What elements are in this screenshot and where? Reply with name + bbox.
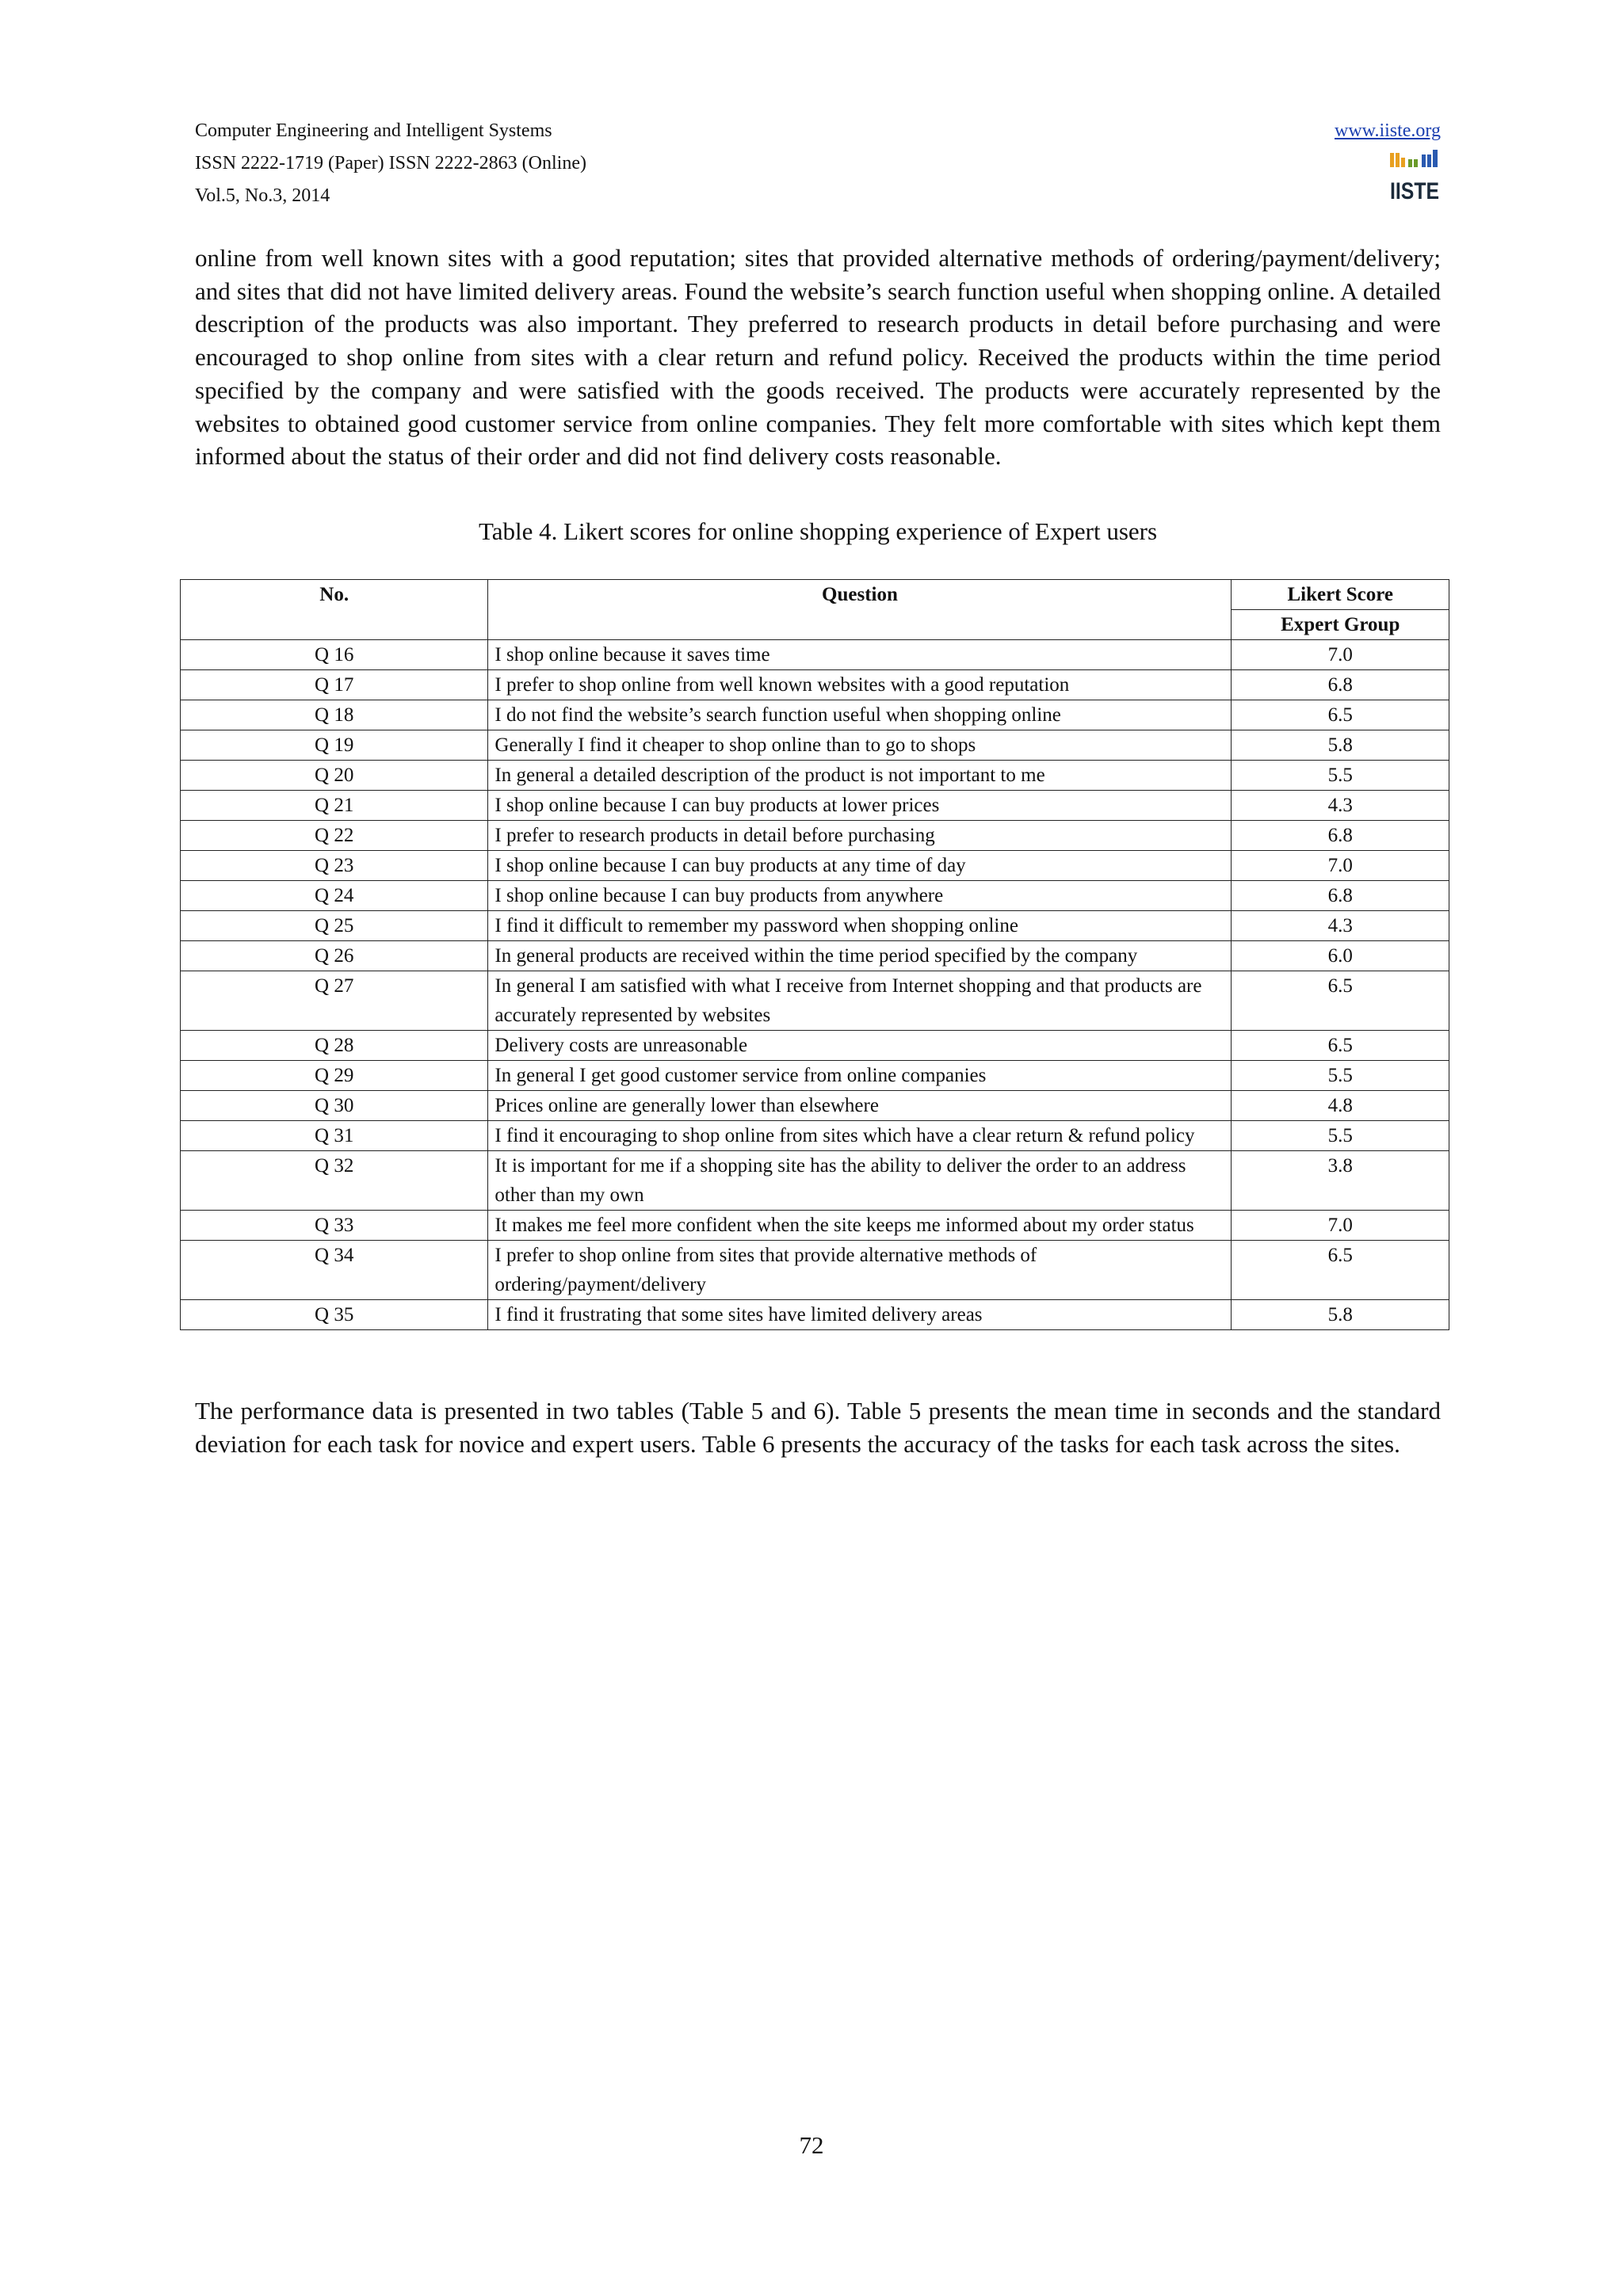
body-paragraph-2: The performance data is presented in two tables (Table 5 and 6). Table 5 presents the mean time in seconds and the standard deviation for each task for novice and expert users. Table 6 presents the accuracy of the tasks for each task across the sites. [195,1397,1441,1458]
volume-line: Vol.5, No.3, 2014 [195,185,330,206]
question-number: Q 28 [181,1031,488,1061]
question-text: It is important for me if a shopping site has the ability to deliver the order to an address other than my own [488,1151,1232,1211]
likert-table [180,579,1449,1330]
question-text: I shop online because I can buy products from anywhere [488,881,1232,911]
question-number: Q 26 [181,941,488,971]
page-number: 72 [799,2131,824,2159]
question-text: I prefer to shop online from well known websites with a good reputation [488,670,1232,700]
likert-score: 6.5 [1232,700,1449,730]
question-text: I find it difficult to remember my password when shopping online [488,911,1232,941]
likert-score: 7.0 [1232,851,1449,881]
question-text: I shop online because I can buy products at lower prices [488,791,1232,821]
question-number: Q 18 [181,700,488,730]
journal-name: Computer Engineering and Intelligent Systems [195,120,552,141]
question-text: In general a detailed description of the product is not important to me [488,761,1232,791]
question-text: I find it frustrating that some sites have limited delivery areas [488,1300,1232,1330]
iiste-logo [1390,150,1441,205]
question-text: It makes me feel more confident when the site keeps me informed about my order status [488,1211,1232,1241]
question-text: Generally I find it cheaper to shop online than to go to shops [488,730,1232,761]
table-row [181,761,1449,791]
question-number: Q 20 [181,761,488,791]
question-text: I prefer to research products in detail before purchasing [488,821,1232,851]
likert-score: 6.0 [1232,941,1449,971]
likert-score: 5.5 [1232,1121,1449,1151]
question-number: Q 25 [181,911,488,941]
question-number: Q 30 [181,1091,488,1121]
table-row [181,670,1449,700]
question-text: I shop online because I can buy products at any time of day [488,851,1232,881]
likert-score: 3.8 [1232,1151,1449,1211]
table-row [181,730,1449,761]
table-row [181,1121,1449,1151]
table-row [181,1061,1449,1091]
likert-score: 5.5 [1232,1061,1449,1091]
likert-score: 6.5 [1232,971,1449,1031]
question-text: In general products are received within the time period specified by the company [488,941,1232,971]
table-row [181,700,1449,730]
question-number: Q 27 [181,971,488,1031]
issn-line: ISSN 2222-1719 (Paper) ISSN 2222-2863 (Online) [195,153,586,174]
table-row [181,911,1449,941]
likert-score: 4.3 [1232,911,1449,941]
running-header [195,115,1441,212]
likert-score: 5.5 [1232,761,1449,791]
question-number: Q 23 [181,851,488,881]
table-caption: Table 4. Likert scores for online shopping experience of Expert users [478,517,1158,545]
table-row [181,881,1449,911]
header-question: Question [488,580,1232,640]
question-number: Q 17 [181,670,488,700]
question-text: Delivery costs are unreasonable [488,1031,1232,1061]
body-paragraph-1: online from well known sites with a good reputation; sites that provided alternative methods of ordering/payment/delivery; and sites that did not have limited delivery areas. Found the website’s search function useful when shopping online. A detailed description of the products was also important. They preferred to research products in detail before purchasing and were encouraged to shop online from sites with a clear return and refund policy. Received the products within the time period specified by the company and were satisfied with the goods received. The products were accurately represented by the websites to obtained good customer service from online companies. They felt more comfortable with sites which kept them informed about the status of their order and did not find delivery costs reasonable. [195,244,1441,471]
question-number: Q 22 [181,821,488,851]
table-row [181,1091,1449,1121]
table-row [181,640,1449,670]
question-number: Q 31 [181,1121,488,1151]
table-row [181,941,1449,971]
likert-score: 6.5 [1232,1241,1449,1300]
question-text: In general I am satisfied with what I receive from Internet shopping and that products are accurately represented by websites [488,971,1232,1031]
question-text: I do not find the website’s search function useful when shopping online [488,700,1232,730]
question-text: I find it encouraging to shop online from sites which have a clear return & refund policy [488,1121,1232,1151]
likert-score: 6.5 [1232,1031,1449,1061]
likert-score: 7.0 [1232,1211,1449,1241]
question-text: I shop online because it saves time [488,640,1232,670]
table-body [181,640,1449,1330]
question-text: I prefer to shop online from sites that provide alternative methods of ordering/payment/delivery [488,1241,1232,1300]
question-number: Q 32 [181,1151,488,1211]
table-row [181,821,1449,851]
table-row [181,1241,1449,1300]
question-number: Q 29 [181,1061,488,1091]
question-text: Prices online are generally lower than elsewhere [488,1091,1232,1121]
question-number: Q 33 [181,1211,488,1241]
table-row [181,971,1449,1031]
likert-score: 6.8 [1232,821,1449,851]
likert-score: 4.3 [1232,791,1449,821]
likert-score: 4.8 [1232,1091,1449,1121]
question-number: Q 16 [181,640,488,670]
journal-url-link[interactable]: www.iiste.org [1335,120,1441,141]
table-row [181,851,1449,881]
table-row [181,791,1449,821]
table-row [181,1211,1449,1241]
likert-score: 5.8 [1232,730,1449,761]
question-text: In general I get good customer service from online companies [488,1061,1232,1091]
table-row [181,1151,1449,1211]
likert-score: 5.8 [1232,1300,1449,1330]
question-number: Q 24 [181,881,488,911]
question-number: Q 21 [181,791,488,821]
question-number: Q 19 [181,730,488,761]
table-row [181,1300,1449,1330]
likert-score: 6.8 [1232,881,1449,911]
likert-score: 6.8 [1232,670,1449,700]
header-likert-score: Likert Score [1232,580,1449,610]
table-row [181,1031,1449,1061]
header-expert-group: Expert Group [1232,610,1449,640]
likert-score: 7.0 [1232,640,1449,670]
question-number: Q 34 [181,1241,488,1300]
iiste-logo-text: IISTE [1390,178,1439,204]
question-number: Q 35 [181,1300,488,1330]
header-no: No. [181,580,488,640]
